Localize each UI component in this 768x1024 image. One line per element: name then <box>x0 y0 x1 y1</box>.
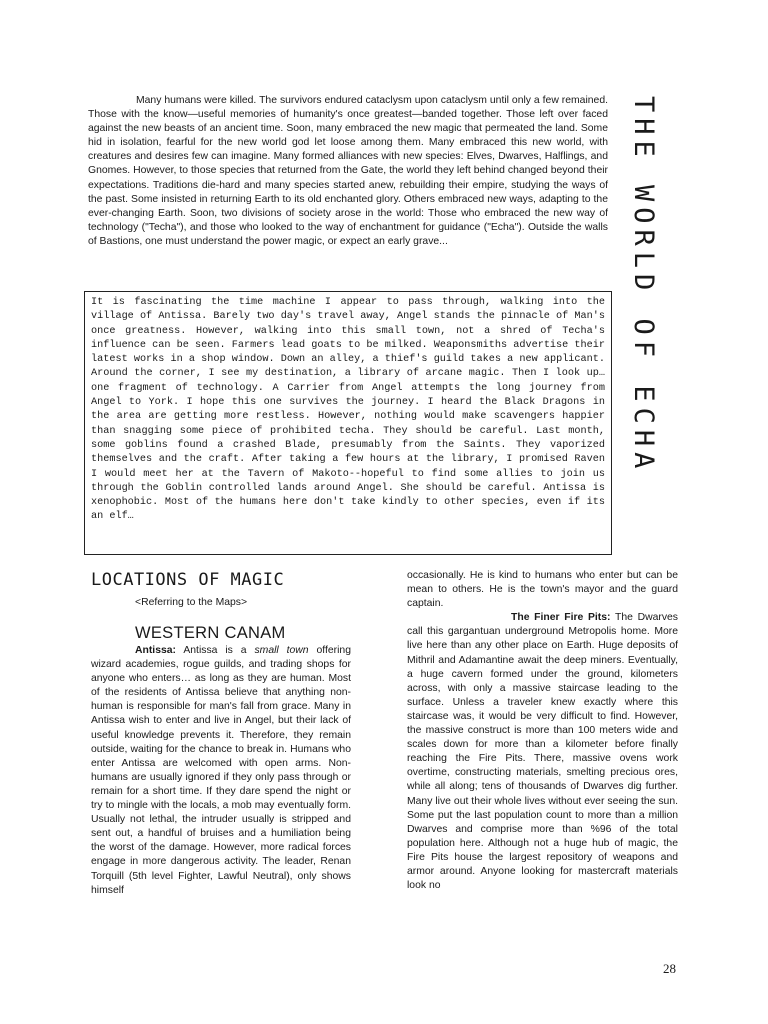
antissa-name: Antissa: <box>135 645 176 656</box>
left-column <box>91 644 351 898</box>
section-subtitle: <Referring to the Maps> <box>135 597 248 608</box>
antissa-text-right: occasionally. He is kind to humans who enter but can be mean to others. He is the town's mayor and the guard captain. <box>407 570 678 610</box>
fire-pits-text: The Dwarves call this gargantuan underground Metropolis home. More live here than any other place on Earth. Huge deposits of Mithril and Adamantine await the deep miners. Eventually, a huge cavern formed under the ground, kilometers across, with only a massive staircase leading to the surface. Unless a traveler knew exactly where this staircase was, it would be very difficult to find. However, the massive construct is more than 100 meters wide and scales down for more than a kilometer before finally reaching the Fire Pits. There, massive ovens work overtime, constructing materials, smelting precious ores, while all along; tens of thousands of Dwarves dig further. Many live out their whole lives without ever seeing the sun. Some put the last population count to more than a million Dwarves and comprise more than %96 of the total population here. Although not a huge hub of magic, the Fire Pits house the largest repository of weapons and armor around. Anyone looking for mastercraft materials look no <box>407 612 678 892</box>
intro-text: Many humans were killed. The survivors endured cataclysm upon cataclysm until only a few remained. Those with the know—useful memories of humanity's once greatest—banded together. Those left over faced against the new beasts of an ancient time. Soon, many embraced the new magic that permeated the land. Some hid in isolation, fearful for the new world god let loose among them. Many embraced this new world, with creatures and desires few can imagine. Many formed alliances with new species: Elves, Dwarves, Halflings, and Gnomes. However, to those species that returned from the Gate, the world they left behind changed beyond their expectations. Traditions die-hard and many species started anew, rebuilding their empire, studying the ways of the past. Some insisted in returning Earth to its old enchanted glory. Others embraced new ways, adapting to the ever-changing Earth. Soon, two divisions of society arose in the world: Those who embraced the new way of technology ("Techa"), and those who looked to the way of enchantment for guidance ("Echa"). Outside the walls of Bastions, one must understand the power magic, or expect an early grave... <box>88 95 608 247</box>
right-column <box>407 569 678 893</box>
side-title: THE WORLD OF ECHA <box>628 96 659 475</box>
section-title: LOCATIONS OF MAGIC <box>91 570 285 590</box>
region-heading: WESTERN CANAM <box>135 624 286 642</box>
antissa-text-a: Antissa is a <box>176 645 255 656</box>
antissa-text-left: offering wizard academies, rogue guilds, and trading shops for anyone who enters… as long as they are human. Most of the residents of Antissa believe that anything non-human is responsible for man's fall from grace. Many in Antissa wish to enter and live in Angel, but their lack of useful knowledge prevents it. Therefore, they remain outside, waiting for the chance to break in. Humans who enter Antissa are welcomed with open arms. Non-humans are usually ignored if they only pass through or remain for a short time. If they dare spend the night or try to mingle with the locals, a mob may eventually form. Usually not lethal, the intruder usually is stripped and sent out, a handful of bruises and a humiliation being the worst of the damage. However, more radical forces engage in more dangerous activity. The leader, Renan Torquill (5th level Fighter, Lawful Neutral), only shows himself <box>91 645 351 896</box>
journal-box: It is fascinating the time machine I appear to pass through, walking into the village of Antissa. Barely two day's travel away, Angel stands the pinnacle of Man's once greatness. However, walking into this small town, not a shred of Techa's influence can be seen. Farmers lead goats to be milked. Weaponsmiths advertise their latest works in a shop window. Down an alley, a thief's guild takes a new applicant. Around the corner, I see my destination, a library of arcane magic. Then I look up…one fragment of technology. A Carrier from Angel attempts the long journey from Angel to York. I hope this one survives the journey. I heard the Black Dragons in the area are getting more restless. However, nothing would make scavengers happier than snagging some piece of prohibited techa. They should be careful. Last month, some goblins found a crashed Blade, presumably from the Saints. They vaporized themselves and the craft. After taking a few hours at the library, I promised Raven I would meet her at the Tavern of Makoto--hopeful to find some allies to join us through the Goblin controlled lands around Angel. She should be careful. Antissa is xenophobic. Most of the humans here don't take kindly to other species, even if its an elf… <box>84 291 612 555</box>
page-number: 28 <box>663 961 676 976</box>
antissa-emphasis: small town <box>254 645 309 656</box>
intro-paragraph <box>88 94 608 249</box>
fire-pits-name: The Finer Fire Pits: <box>511 612 611 624</box>
